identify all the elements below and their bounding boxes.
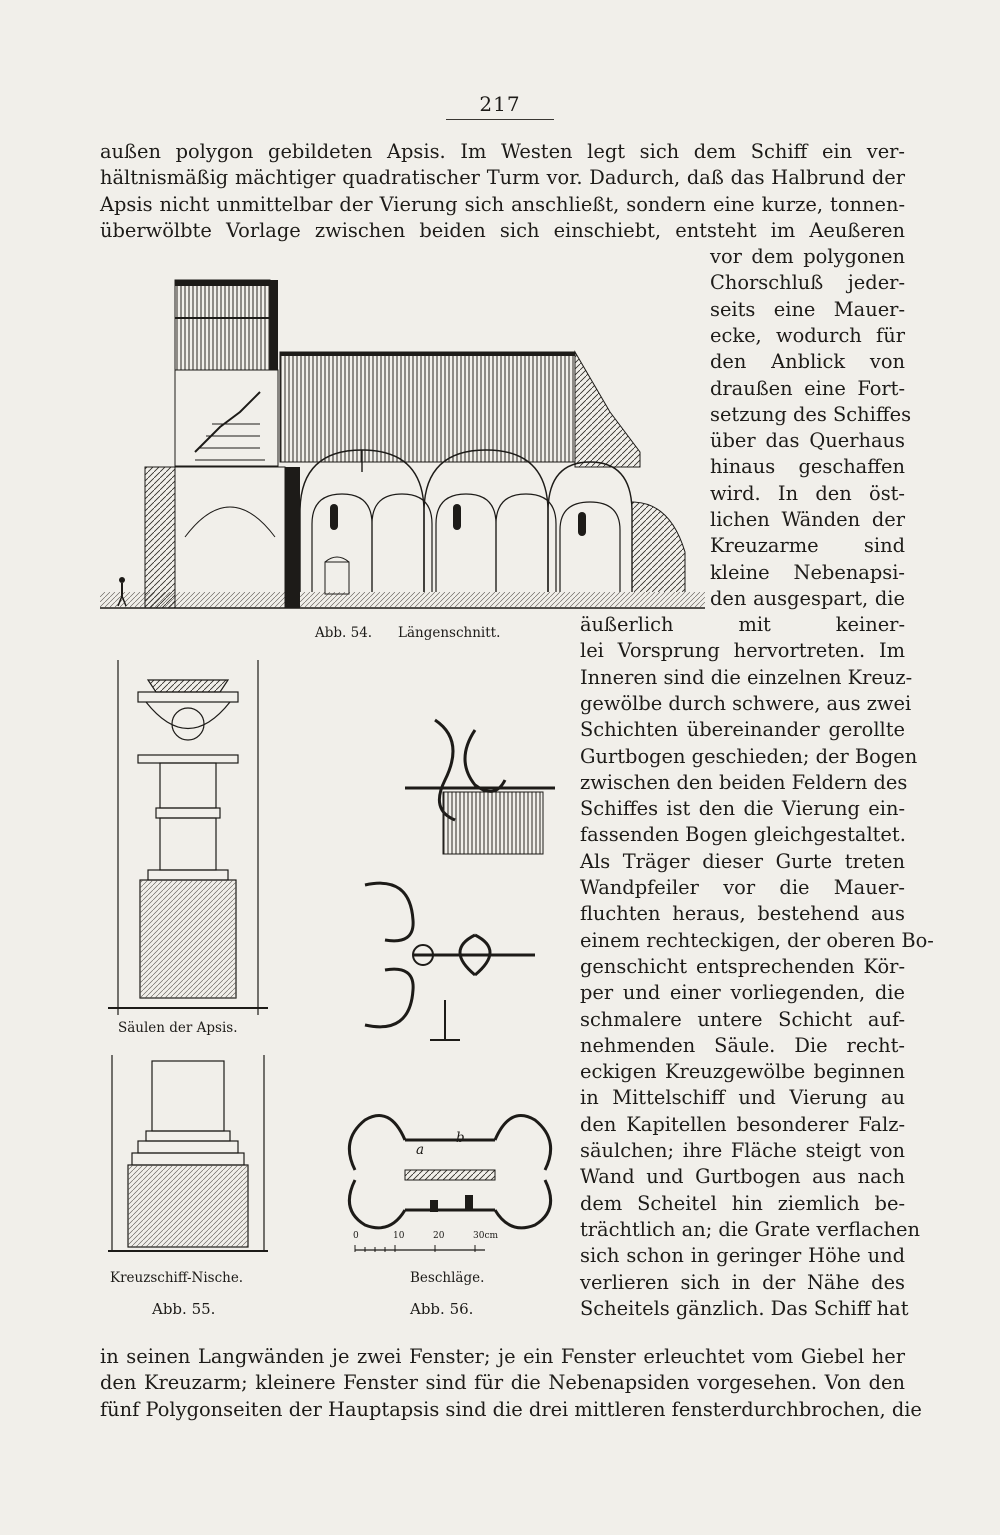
text-line: seits eine Mauer- bbox=[710, 297, 905, 321]
text-line: wird. In den öst- bbox=[710, 481, 905, 505]
page-number: 217 bbox=[479, 92, 521, 116]
figure-56-letter-b: b bbox=[456, 1130, 465, 1146]
text-line: den Kapitellen besonderer Falz- bbox=[580, 1112, 905, 1136]
scale-label: 0 bbox=[353, 1231, 359, 1241]
text-line: per und einer vorliegenden, die bbox=[580, 981, 905, 1005]
text-line: Schichten übereinander gerollte bbox=[580, 718, 905, 742]
text-line: trächtlich an; die Grate verflachen bbox=[580, 1217, 920, 1241]
figure-55-label-bottom: Kreuzschiff-Nische. bbox=[110, 1270, 244, 1286]
figure-56-label: Beschläge. bbox=[410, 1270, 485, 1286]
text-line: über das Querhaus bbox=[710, 429, 905, 453]
text-line: Scheitels gänzlich. Das Schiff hat bbox=[580, 1296, 909, 1320]
text-line: lichen Wänden der bbox=[710, 508, 905, 531]
text-line: draußen eine Fort- bbox=[710, 376, 905, 400]
text-line: Apsis nicht unmittelbar der Vierung sich anschließt, sondern eine kurze, tonnen- bbox=[100, 192, 905, 216]
text-line: den ausgespart, die bbox=[710, 586, 905, 610]
text-line: nehmenden Säule. Die recht- bbox=[580, 1033, 905, 1057]
text-line: in seinen Langwänden je zwei Fenster; je ein Fenster erleuchtet vom Giebel her bbox=[100, 1345, 905, 1368]
text-line: einem rechteckigen, der oberen Bo- bbox=[580, 928, 934, 952]
text-line: hältnismäßig mächtiger quadratischer Turm vor. Dadurch, daß das Halbrund der bbox=[100, 166, 905, 190]
text-line: schmalere untere Schicht auf- bbox=[580, 1007, 905, 1031]
text-line: außen polygon gebildeten Apsis. Im Westen legt sich dem Schiff ein ver- bbox=[100, 140, 905, 163]
text-line: Wand und Gurtbogen aus nach bbox=[580, 1165, 905, 1189]
text-line: Als Träger dieser Gurte treten bbox=[580, 849, 905, 873]
text-line: ecke, wodurch für bbox=[710, 323, 905, 347]
figure-56-letter-a: a bbox=[416, 1142, 425, 1158]
scale-label: 20 bbox=[433, 1231, 445, 1241]
text-line: Gurtbogen geschieden; der Bogen bbox=[580, 744, 918, 768]
text-line: sich schon in geringer Höhe und bbox=[580, 1244, 905, 1268]
text-line: dem Scheitel hin ziemlich be- bbox=[580, 1191, 905, 1215]
text-line: äußerlich mit keiner- bbox=[580, 613, 905, 636]
text-line: lei Vorsprung hervortreten. Im bbox=[580, 639, 905, 663]
text-line: zwischen den beiden Feldern des bbox=[580, 770, 908, 794]
text-line: den Kreuzarm; kleinere Fenster sind für die Nebenapsiden vorgesehen. Von den bbox=[100, 1371, 905, 1395]
figure-56-fittings bbox=[335, 700, 565, 1260]
text-line: den Anblick von bbox=[710, 350, 905, 374]
figure-54-caption-title: Längenschnitt. bbox=[398, 625, 501, 641]
page-number-rule bbox=[446, 119, 554, 120]
text-line: hinaus geschaffen bbox=[710, 455, 905, 479]
figure-55-caption-number: Abb. 55. bbox=[152, 1300, 216, 1318]
text-line: verlieren sich in der Nähe des bbox=[580, 1270, 905, 1294]
text-line: Chorschluß jeder- bbox=[710, 271, 905, 295]
text-line: genschicht entsprechenden Kör- bbox=[580, 954, 905, 978]
text-line: fluchten heraus, bestehend aus bbox=[580, 902, 905, 926]
text-line: in Mittelschiff und Vierung au bbox=[580, 1086, 905, 1110]
text-line: eckigen Kreuzgewölbe beginnen bbox=[580, 1060, 905, 1084]
text-line: Kreuzarme sind bbox=[710, 534, 905, 558]
figure-55-label-top: Säulen der Apsis. bbox=[118, 1020, 238, 1036]
text-line: Inneren sind die einzelnen Kreuz- bbox=[580, 665, 913, 689]
figure-55-transept-niche bbox=[108, 1055, 268, 1255]
text-line: setzung des Schiffes bbox=[710, 402, 912, 426]
text-line: Schiffes ist den die Vierung ein- bbox=[580, 797, 905, 821]
text-line: Wandpfeiler vor die Mauer- bbox=[580, 876, 905, 899]
figure-56-caption-number: Abb. 56. bbox=[410, 1300, 474, 1318]
scale-label: 10 bbox=[393, 1231, 405, 1241]
text-line: gewölbe durch schwere, aus zwei bbox=[580, 691, 912, 715]
scale-label: 30cm bbox=[473, 1231, 499, 1241]
text-line: fassenden Bogen gleichgestaltet. bbox=[580, 823, 906, 847]
text-line: kleine Nebenapsi- bbox=[710, 560, 905, 584]
figure-55-apse-columns bbox=[108, 660, 268, 1015]
text-line: fünf Polygonseiten der Hauptapsis sind die drei mittleren fensterdurchbrochen, die bbox=[100, 1397, 922, 1421]
text-line: überwölbte Vorlage zwischen beiden sich einschiebt, entsteht im Aeußeren bbox=[100, 218, 905, 242]
text-line: säulchen; ihre Fläche steigt von bbox=[580, 1139, 905, 1162]
figure-54-caption-number: Abb. 54. bbox=[315, 625, 373, 641]
figure-54-longitudinal-section bbox=[100, 262, 705, 614]
text-line: vor dem polygonen bbox=[710, 245, 905, 268]
